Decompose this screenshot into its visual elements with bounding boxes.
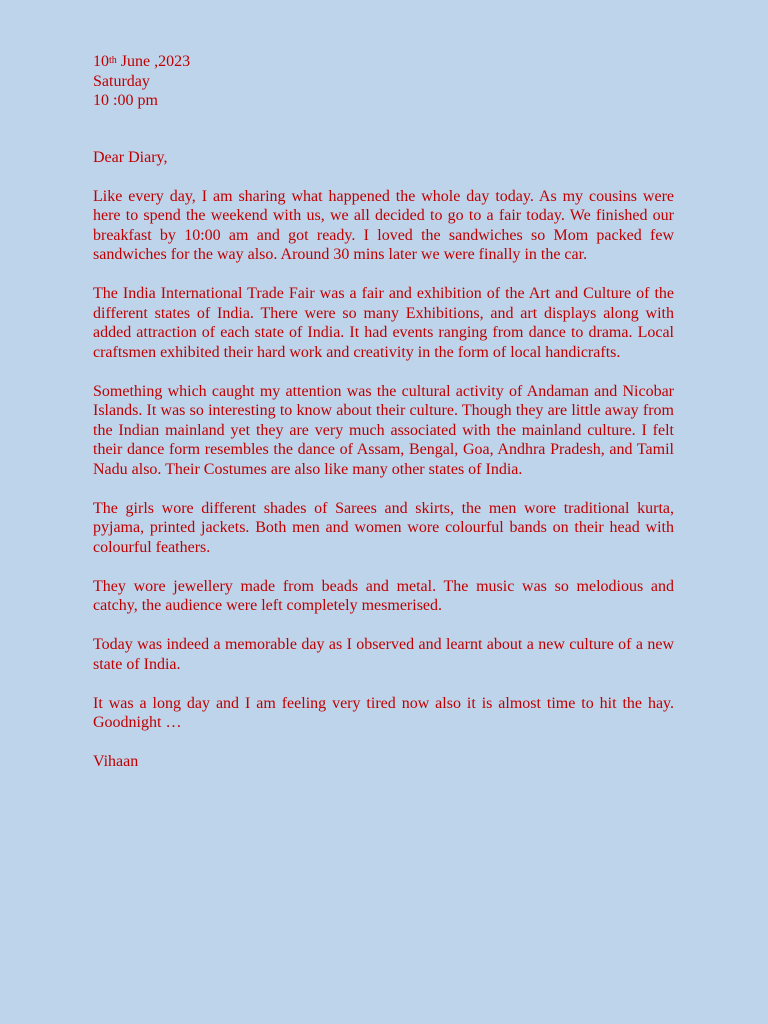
date-suffix: th (109, 55, 117, 66)
paragraph-5: They wore jewellery made from beads and metal. The music was so melodious and catchy, the audience were left completely mesmerised. (93, 577, 674, 614)
paragraph-3: Something which caught my attention was the cultural activity of Andaman and Nicobar Islands. It was so interesting to know about their culture. Though they are little away from the Indian mainland yet they are very much associated with the mainland culture. I felt their dance form resembles the dance of Assam, Bengal, Goa, Andhra Pradesh, and Tamil Nadu also. Their Costumes are also like many other states of India. (93, 382, 674, 478)
paragraph-7: It was a long day and I am feeling very tired now also it is almost time to hit the hay. Goodnight … (93, 694, 674, 731)
date-month-year: June ,2023 (116, 53, 191, 70)
paragraph-6: Today was indeed a memorable day as I observed and learnt about a new culture of a new state of India. (93, 636, 674, 673)
diary-entry (93, 52, 674, 772)
entry-weekday: Saturday (93, 72, 150, 90)
paragraph-4: The girls wore different shades of Sarees and skirts, the men wore traditional kurta, pyjama, printed jackets. Both men and women wore colourful bands on their head with colourful feathers. (93, 499, 674, 556)
salutation: Dear Diary, (93, 148, 168, 166)
date-day: 10 (93, 53, 109, 70)
entry-date (93, 52, 674, 72)
paragraph-2: The India International Trade Fair was a fair and exhibition of the Art and Culture of the different states of India. There were so many Exhibitions, and art displays along with added attraction of each state of India. It had events ranging from dance to drama. Local craftsmen exhibited their hard work and creativity in the form of local handicrafts. (93, 285, 674, 361)
paragraph-1: Like every day, I am sharing what happened the whole day today. As my cousins were here to spend the weekend with us, we all decided to go to a fair today. We finished our breakfast by 10:00 am and got ready. I loved the sandwiches so Mom packed few sandwiches for the way also. Around 30 mins later we were finally in the car. (93, 187, 674, 263)
signature: Vihaan (93, 753, 139, 770)
entry-time: 10 :00 pm (93, 92, 158, 109)
